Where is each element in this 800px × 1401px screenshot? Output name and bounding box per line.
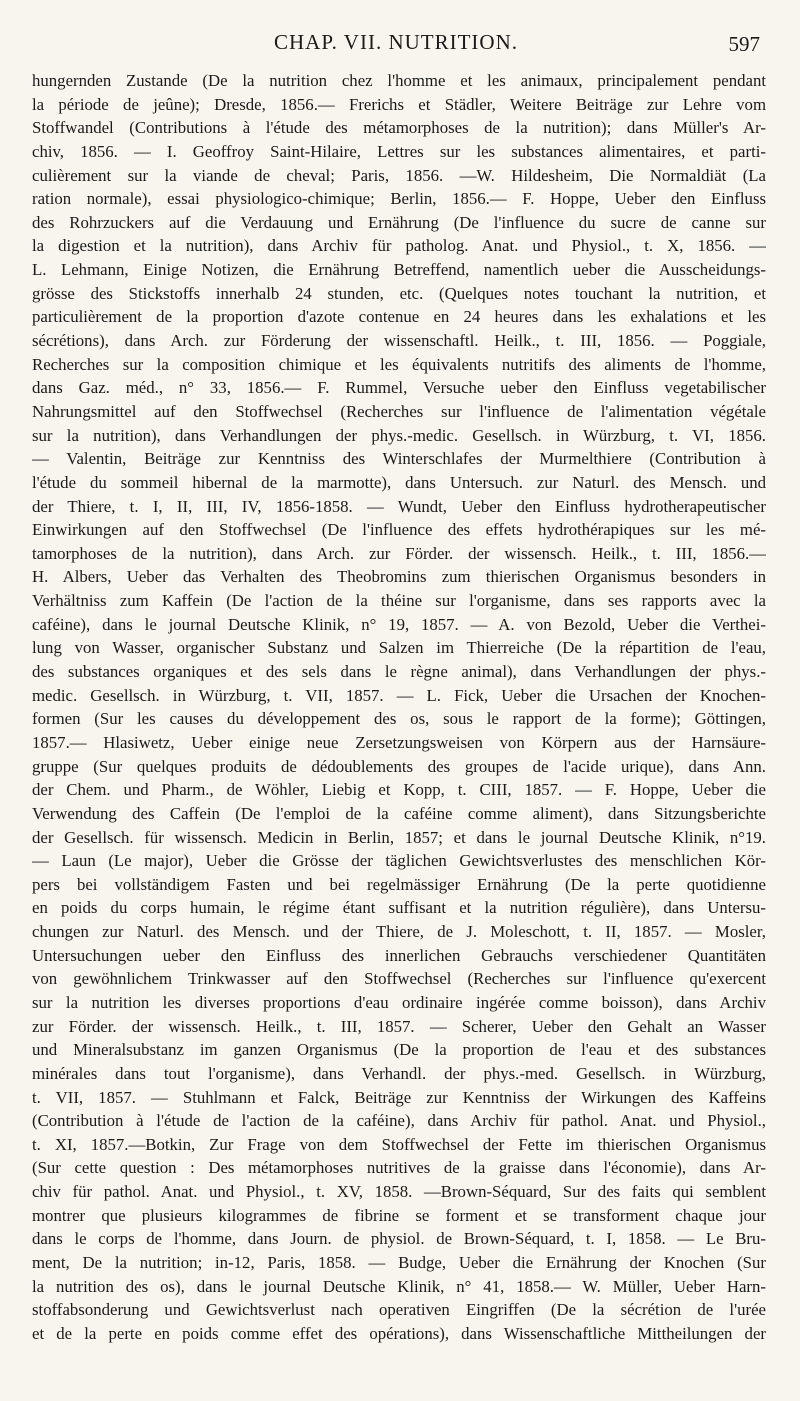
text-line: t. VII, 1857. — Stuhlmann et Falck, Beiträge zur Kenntniss der Wirkungen des Kaffeins	[32, 1087, 766, 1107]
text-line: Untersuchungen ueber den Einfluss des innerlichen Gebrauchs verschiedener Quantitäten	[32, 945, 766, 965]
running-title: CHAP. VII. NUTRITION.	[273, 30, 519, 54]
text-line: lung von Wasser, organischer Substanz und Salzen im Thierreiche (De la répartition de l'eau,	[32, 638, 766, 658]
text-line: der Gesellsch. für wissensch. Medicin in Berlin, 1857; et dans le journal Deutsche Klinik, n°19.	[32, 827, 766, 847]
text-line: der Thiere, t. I, II, III, IV, 1856-1858. — Wundt, Ueber den Einfluss hydrotherapeutischer	[32, 496, 766, 516]
text-line: Recherches sur la composition chimique et les équivalents nutritifs des aliments de l'homme,	[32, 354, 766, 374]
text-line: chungen zur Naturl. des Mensch. und der Thiere, de J. Moleschott, t. II, 1857. — Mosler,	[32, 922, 766, 942]
text-line: sécrétions), dans Arch. zur Förderung der wissenschaftl. Heilk., t. III, 1856. — Poggiale,	[32, 331, 766, 351]
text-line: caféine), dans le journal Deutsche Klinik, n° 19, 1857. — A. von Bezold, Ueber die Verthei-	[32, 614, 766, 634]
text-line: dans le corps de l'homme, dans Journ. de physiol. de Brown-Séquard, t. I, 1858. — Le Bru-	[32, 1229, 766, 1249]
text-line: L. Lehmann, Einige Notizen, die Ernährung Betreffend, namentlich ueber die Ausscheidungs-	[32, 260, 766, 280]
text-line: stoffabsonderung und Gewichtsverlust nach operativen Eingriffen (De la sécrétion de l'urée	[32, 1300, 766, 1320]
text-line: des substances organiques et des sels dans le règne animal), dans Verhandlungen der phys.-	[32, 662, 766, 682]
text-line: la digestion et la nutrition), dans Archiv für patholog. Anat. und Physiol., t. X, 1856. —	[32, 236, 766, 256]
text-line: sur la nutrition), dans Verhandlungen der phys.-medic. Gesellsch. in Würzburg, t. VI, 1856.	[32, 425, 766, 445]
text-line: sur la nutrition les diverses proportions d'eau ordinaire ingérée comme boisson), dans Archiv	[32, 992, 766, 1012]
text-line: grösse des Stickstoffs innerhalb 24 stunden, etc. (Quelques notes touchant la nutrition, et	[32, 283, 766, 303]
text-line: — Laun (Le major), Ueber die Grösse der täglichen Gewichtsverlustes des menschlichen Kör-	[32, 851, 766, 871]
text-line: gruppe (Sur quelques produits de dédoublements des groupes de l'acide urique), dans Ann.	[32, 756, 766, 776]
text-line: en poids du corps humain, le régime étant suffisant et la nutrition régulière), dans Untersu-	[32, 898, 766, 918]
page-number: 597	[728, 32, 760, 56]
text-line: particulièrement de la proportion d'azote contenue en 24 heures dans les exhalations et les	[32, 307, 766, 327]
text-line: medic. Gesellsch. in Würzburg, t. VII, 1857. — L. Fick, Ueber die Ursachen der Knochen-	[32, 685, 766, 705]
text-line: (Sur cette question : Des métamorphoses nutritives de la graisse dans l'économie), dans Ar-	[32, 1158, 766, 1178]
text-line: formen (Sur les causes du développement des os, sous le rapport de la forme); Göttingen,	[32, 709, 766, 729]
text-line: — Valentin, Beiträge zur Kenntniss des Winterschlafes der Murmelthiere (Contribution à	[32, 449, 766, 469]
text-line: und Mineralsubstanz im ganzen Organismus (De la proportion de l'eau et des substances	[32, 1040, 766, 1060]
text-line: hungernden Zustande (De la nutrition chez l'homme et les animaux, principalement pendant	[32, 71, 766, 90]
text-line: ration normale), essai physiologico-chimique; Berlin, 1856.— F. Hoppe, Ueber den Einfluss	[32, 189, 766, 209]
text-line: H. Albers, Ueber das Verhalten des Theobromins zum thierischen Organismus besonders in	[32, 567, 766, 587]
text-line: ment, De la nutrition; in-12, Paris, 1858. — Budge, Ueber die Ernährung der Knochen (Sur	[32, 1253, 766, 1273]
text-line: chiv für pathol. Anat. und Physiol., t. XV, 1858. —Brown-Séquard, Sur des faits qui semblent	[32, 1182, 766, 1202]
text-line: des Rohrzuckers auf die Verdauung und Ernährung (De l'influence du sucre de canne sur	[32, 212, 766, 232]
text-line: l'étude du sommeil hibernal de la marmotte), dans Untersuch. zur Naturl. des Mensch. und	[32, 472, 766, 492]
text-line: zur Förder. der wissensch. Heilk., t. III, 1857. — Scherer, Ueber den Gehalt an Wasser	[32, 1016, 766, 1036]
text-line: Verwendung des Caffein (De l'emploi de la caféine comme aliment), dans Sitzungsberichte	[32, 803, 766, 823]
text-line: la période de jeûne); Dresde, 1856.— Frerichs et Städler, Weitere Beiträge zur Lehre vom	[32, 94, 766, 114]
text-line: tamorphoses de la nutrition), dans Arch. zur Förder. der wissensch. Heilk., t. III, 1856.—	[32, 543, 766, 563]
text-line: Einwirkungen auf den Stoffwechsel (De l'influence des effets hydrothérapiques sur les mé-	[32, 520, 766, 540]
text-line: der Chem. und Pharm., de Wöhler, Liebig et Kopp, t. CIII, 1857. — F. Hoppe, Ueber die	[32, 780, 766, 800]
text-line: dans Gaz. méd., n° 33, 1856.— F. Rummel, Versuche ueber den Einfluss vegetabilischer	[32, 378, 766, 398]
text-line: Verhältniss zum Kaffein (De l'action de la théine sur l'organisme, dans ses rapports avec la	[32, 591, 766, 611]
bibliography-text	[32, 69, 766, 1346]
running-head	[32, 30, 760, 60]
text-line: t. XI, 1857.—Botkin, Zur Frage von dem Stoffwechsel der Fette im thierischen Organismus	[32, 1134, 766, 1154]
text-line: pers bei vollständigem Fasten und bei regelmässiger Ernährung (De la perte quotidienne	[32, 874, 766, 894]
text-line: la nutrition des os), dans le journal Deutsche Klinik, n° 41, 1858.— W. Müller, Ueber Harn-	[32, 1276, 766, 1296]
text-line: culièrement sur la viande de cheval; Paris, 1856. —W. Hildesheim, Die Normaldiät (La	[32, 165, 766, 185]
text-line: Nahrungsmittel auf den Stoffwechsel (Recherches sur l'influence de l'alimentation végétale	[32, 401, 766, 421]
text-line: montrer que plusieurs kilogrammes de fibrine se forment et se transforment chaque jour	[32, 1205, 766, 1225]
text-line: et de la perte en poids comme effet des opérations), dans Wissenschaftliche Mittheilungen der	[32, 1323, 766, 1343]
text-line: minérales dans tout l'organisme), dans Verhandl. der phys.-med. Gesellsch. in Würzburg,	[32, 1063, 766, 1083]
text-line: chiv, 1856. — I. Geoffroy Saint-Hilaire, Lettres sur les substances alimentaires, et parti-	[32, 141, 766, 161]
text-line: von gewöhnlichem Trinkwasser auf den Stoffwechsel (Recherches sur l'influence qu'exercent	[32, 969, 766, 989]
text-line: Stoffwandel (Contributions à l'étude des métamorphoses de la nutrition); dans Müller's Ar-	[32, 118, 766, 138]
text-line: 1857.— Hlasiwetz, Ueber einige neue Zersetzungsweisen von Körpern aus der Harnsäure-	[32, 732, 766, 752]
text-line: (Contribution à l'étude de l'action de la caféine), dans Archiv für pathol. Anat. und Physiol.,	[32, 1111, 766, 1131]
